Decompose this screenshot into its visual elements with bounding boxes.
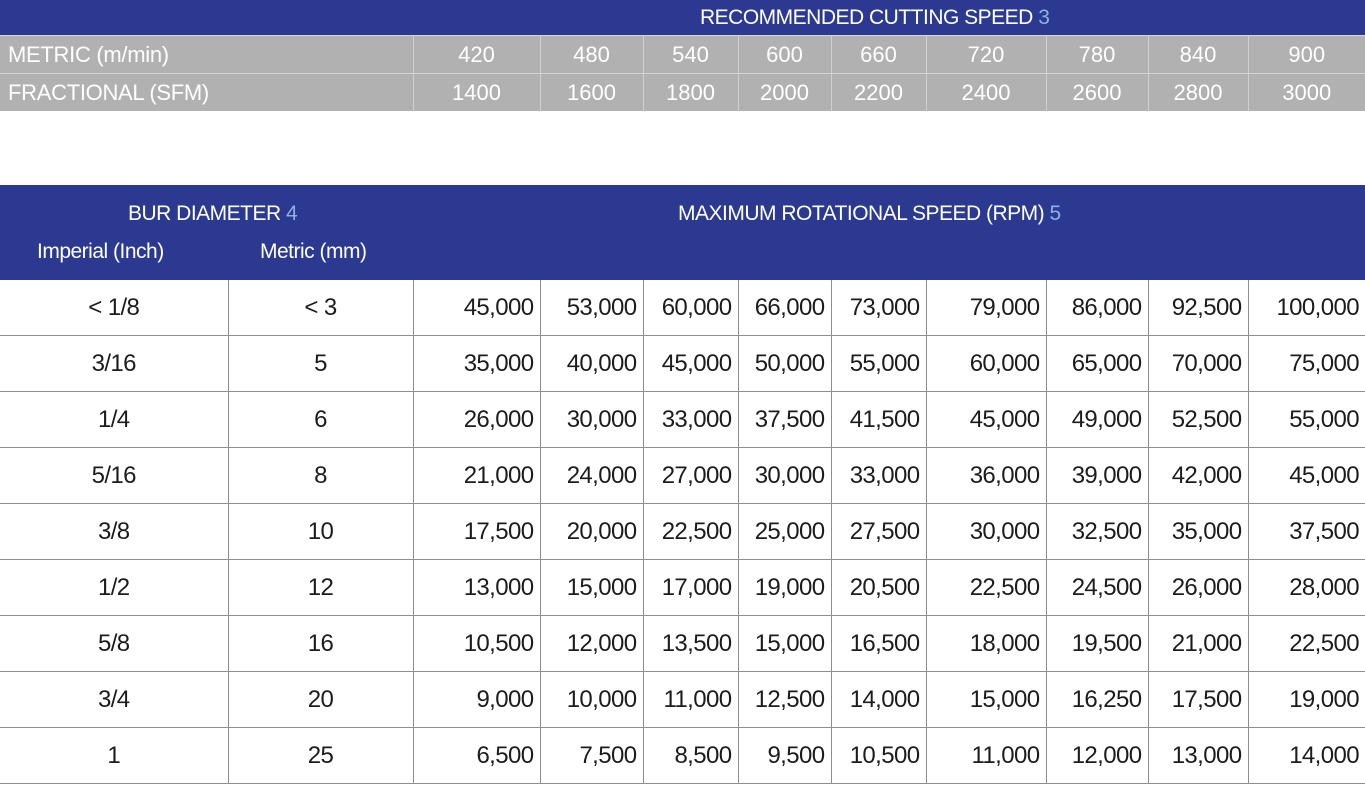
cutting-speed-footnote: 3	[1038, 6, 1050, 29]
metric-diameter-cell: 20	[228, 672, 413, 728]
cutting-speed-title	[700, 6, 1049, 30]
imperial-diameter-cell: 5/16	[0, 448, 228, 504]
cutting-speed-cell: 2000	[738, 74, 831, 112]
cutting-speed-cell: 1600	[540, 74, 643, 112]
rpm-value-cell: 75,000	[1248, 336, 1365, 392]
imperial-diameter-cell: 1	[0, 728, 228, 784]
max-rpm-title	[678, 202, 1061, 226]
rpm-row	[0, 672, 1365, 728]
rpm-value-cell: 100,000	[1248, 280, 1365, 336]
cutting-speed-cell: 480	[540, 36, 643, 74]
cutting-speed-cell: 660	[831, 36, 926, 74]
cutting-speed-cell: 2800	[1148, 74, 1248, 112]
metric-diameter-cell: 8	[228, 448, 413, 504]
rpm-value-cell: 13,000	[1148, 728, 1248, 784]
cutting-speed-cell: 2200	[831, 74, 926, 112]
rpm-value-cell: 39,000	[1046, 448, 1148, 504]
rpm-value-cell: 24,000	[540, 448, 643, 504]
rpm-value-cell: 19,000	[738, 560, 831, 616]
cutting-speed-cell: 540	[643, 36, 738, 74]
rpm-value-cell: 66,000	[738, 280, 831, 336]
metric-column-header: Metric (mm)	[260, 240, 367, 263]
cutting-speed-cell: 780	[1046, 36, 1148, 74]
rpm-row	[0, 336, 1365, 392]
cutting-speed-cell: 1400	[413, 74, 540, 112]
rpm-value-cell: 8,500	[643, 728, 738, 784]
rpm-value-cell: 65,000	[1046, 336, 1148, 392]
cutting-speed-cell: 600	[738, 36, 831, 74]
rpm-value-cell: 16,250	[1046, 672, 1148, 728]
imperial-column-header: Imperial (Inch)	[37, 240, 164, 263]
rpm-value-cell: 45,000	[643, 336, 738, 392]
rpm-value-cell: 20,000	[540, 504, 643, 560]
rpm-value-cell: 79,000	[926, 280, 1046, 336]
rpm-value-cell: 10,500	[413, 616, 540, 672]
rpm-grid	[0, 280, 1365, 784]
rpm-value-cell: 22,500	[926, 560, 1046, 616]
metric-diameter-cell: 25	[228, 728, 413, 784]
rpm-value-cell: 17,500	[413, 504, 540, 560]
cutting-speed-cell: 1800	[643, 74, 738, 112]
rpm-value-cell: 10,000	[540, 672, 643, 728]
rpm-value-cell: 25,000	[738, 504, 831, 560]
rpm-value-cell: 45,000	[1248, 448, 1365, 504]
rpm-value-cell: 22,500	[1248, 616, 1365, 672]
rpm-value-cell: 37,500	[738, 392, 831, 448]
rpm-value-cell: 16,500	[831, 616, 926, 672]
bur-diameter-title	[128, 202, 297, 226]
cutting-speed-row	[0, 74, 1365, 112]
rpm-value-cell: 73,000	[831, 280, 926, 336]
rpm-value-cell: 14,000	[1248, 728, 1365, 784]
cutting-speed-cell: 3000	[1248, 74, 1365, 112]
metric-diameter-cell: 16	[228, 616, 413, 672]
metric-diameter-cell: 12	[228, 560, 413, 616]
rpm-value-cell: 12,500	[738, 672, 831, 728]
rpm-value-cell: 13,000	[413, 560, 540, 616]
rpm-value-cell: 15,000	[540, 560, 643, 616]
rpm-value-cell: 13,500	[643, 616, 738, 672]
rpm-value-cell: 30,000	[738, 448, 831, 504]
cutting-speed-row-label: METRIC (m/min)	[0, 36, 413, 74]
imperial-diameter-cell: 3/16	[0, 336, 228, 392]
rpm-value-cell: 19,000	[1248, 672, 1365, 728]
rpm-value-cell: 14,000	[831, 672, 926, 728]
rpm-row	[0, 504, 1365, 560]
cutting-speed-cell: 840	[1148, 36, 1248, 74]
rpm-value-cell: 17,000	[643, 560, 738, 616]
rpm-value-cell: 18,000	[926, 616, 1046, 672]
rpm-value-cell: 15,000	[738, 616, 831, 672]
rpm-value-cell: 86,000	[1046, 280, 1148, 336]
cutting-speed-cell: 2400	[926, 74, 1046, 112]
rpm-value-cell: 10,500	[831, 728, 926, 784]
rpm-value-cell: 7,500	[540, 728, 643, 784]
max-rpm-footnote: 5	[1049, 202, 1061, 225]
rpm-row	[0, 448, 1365, 504]
rpm-value-cell: 55,000	[831, 336, 926, 392]
rpm-value-cell: 36,000	[926, 448, 1046, 504]
rpm-value-cell: 49,000	[1046, 392, 1148, 448]
imperial-diameter-cell: 3/4	[0, 672, 228, 728]
rpm-value-cell: 92,500	[1148, 280, 1248, 336]
rpm-value-cell: 17,500	[1148, 672, 1248, 728]
rpm-row	[0, 616, 1365, 672]
rpm-row	[0, 560, 1365, 616]
cutting-speed-grid	[0, 35, 1365, 111]
bur-diameter-title-text: BUR DIAMETER	[128, 202, 281, 225]
rpm-value-cell: 30,000	[540, 392, 643, 448]
rpm-value-cell: 27,500	[831, 504, 926, 560]
imperial-diameter-cell: < 1/8	[0, 280, 228, 336]
rpm-value-cell: 26,000	[1148, 560, 1248, 616]
imperial-diameter-cell: 5/8	[0, 616, 228, 672]
metric-diameter-cell: < 3	[228, 280, 413, 336]
rpm-value-cell: 33,000	[643, 392, 738, 448]
rpm-value-cell: 21,000	[1148, 616, 1248, 672]
rpm-value-cell: 50,000	[738, 336, 831, 392]
cutting-speed-row-label: FRACTIONAL (SFM)	[0, 74, 413, 112]
rpm-value-cell: 60,000	[926, 336, 1046, 392]
rpm-header-bar	[0, 185, 1365, 280]
imperial-diameter-cell: 3/8	[0, 504, 228, 560]
rpm-value-cell: 35,000	[1148, 504, 1248, 560]
cutting-speed-title-text: RECOMMENDED CUTTING SPEED	[700, 6, 1033, 29]
cutting-speed-cell: 420	[413, 36, 540, 74]
rpm-value-cell: 6,500	[413, 728, 540, 784]
rpm-value-cell: 41,500	[831, 392, 926, 448]
cutting-speed-row	[0, 36, 1365, 74]
rpm-value-cell: 30,000	[926, 504, 1046, 560]
rpm-value-cell: 42,000	[1148, 448, 1248, 504]
cutting-speed-cell: 720	[926, 36, 1046, 74]
rpm-value-cell: 9,500	[738, 728, 831, 784]
rpm-value-cell: 53,000	[540, 280, 643, 336]
rpm-value-cell: 26,000	[413, 392, 540, 448]
rpm-value-cell: 55,000	[1248, 392, 1365, 448]
cutting-speed-table	[0, 0, 1365, 111]
metric-diameter-cell: 10	[228, 504, 413, 560]
rpm-value-cell: 37,500	[1248, 504, 1365, 560]
rpm-value-cell: 22,500	[643, 504, 738, 560]
rpm-value-cell: 45,000	[413, 280, 540, 336]
max-rpm-title-text: MAXIMUM ROTATIONAL SPEED (RPM)	[678, 202, 1045, 225]
rpm-row	[0, 728, 1365, 784]
rpm-value-cell: 52,500	[1148, 392, 1248, 448]
rpm-value-cell: 15,000	[926, 672, 1046, 728]
metric-diameter-cell: 5	[228, 336, 413, 392]
rpm-value-cell: 19,500	[1046, 616, 1148, 672]
imperial-diameter-cell: 1/2	[0, 560, 228, 616]
rpm-value-cell: 20,500	[831, 560, 926, 616]
rpm-value-cell: 21,000	[413, 448, 540, 504]
rpm-value-cell: 35,000	[413, 336, 540, 392]
rpm-value-cell: 70,000	[1148, 336, 1248, 392]
cutting-speed-cell: 900	[1248, 36, 1365, 74]
rpm-value-cell: 27,000	[643, 448, 738, 504]
rpm-value-cell: 40,000	[540, 336, 643, 392]
imperial-diameter-cell: 1/4	[0, 392, 228, 448]
cutting-speed-title-bar	[0, 0, 1365, 35]
rpm-value-cell: 12,000	[1046, 728, 1148, 784]
metric-diameter-cell: 6	[228, 392, 413, 448]
rpm-value-cell: 32,500	[1046, 504, 1148, 560]
rpm-value-cell: 12,000	[540, 616, 643, 672]
rpm-row	[0, 392, 1365, 448]
rpm-value-cell: 60,000	[643, 280, 738, 336]
rpm-table	[0, 185, 1365, 784]
rpm-row	[0, 280, 1365, 336]
bur-diameter-footnote: 4	[286, 202, 298, 225]
rpm-value-cell: 24,500	[1046, 560, 1148, 616]
rpm-value-cell: 11,000	[926, 728, 1046, 784]
cutting-speed-cell: 2600	[1046, 74, 1148, 112]
rpm-value-cell: 28,000	[1248, 560, 1365, 616]
rpm-value-cell: 33,000	[831, 448, 926, 504]
rpm-value-cell: 9,000	[413, 672, 540, 728]
rpm-value-cell: 11,000	[643, 672, 738, 728]
rpm-value-cell: 45,000	[926, 392, 1046, 448]
